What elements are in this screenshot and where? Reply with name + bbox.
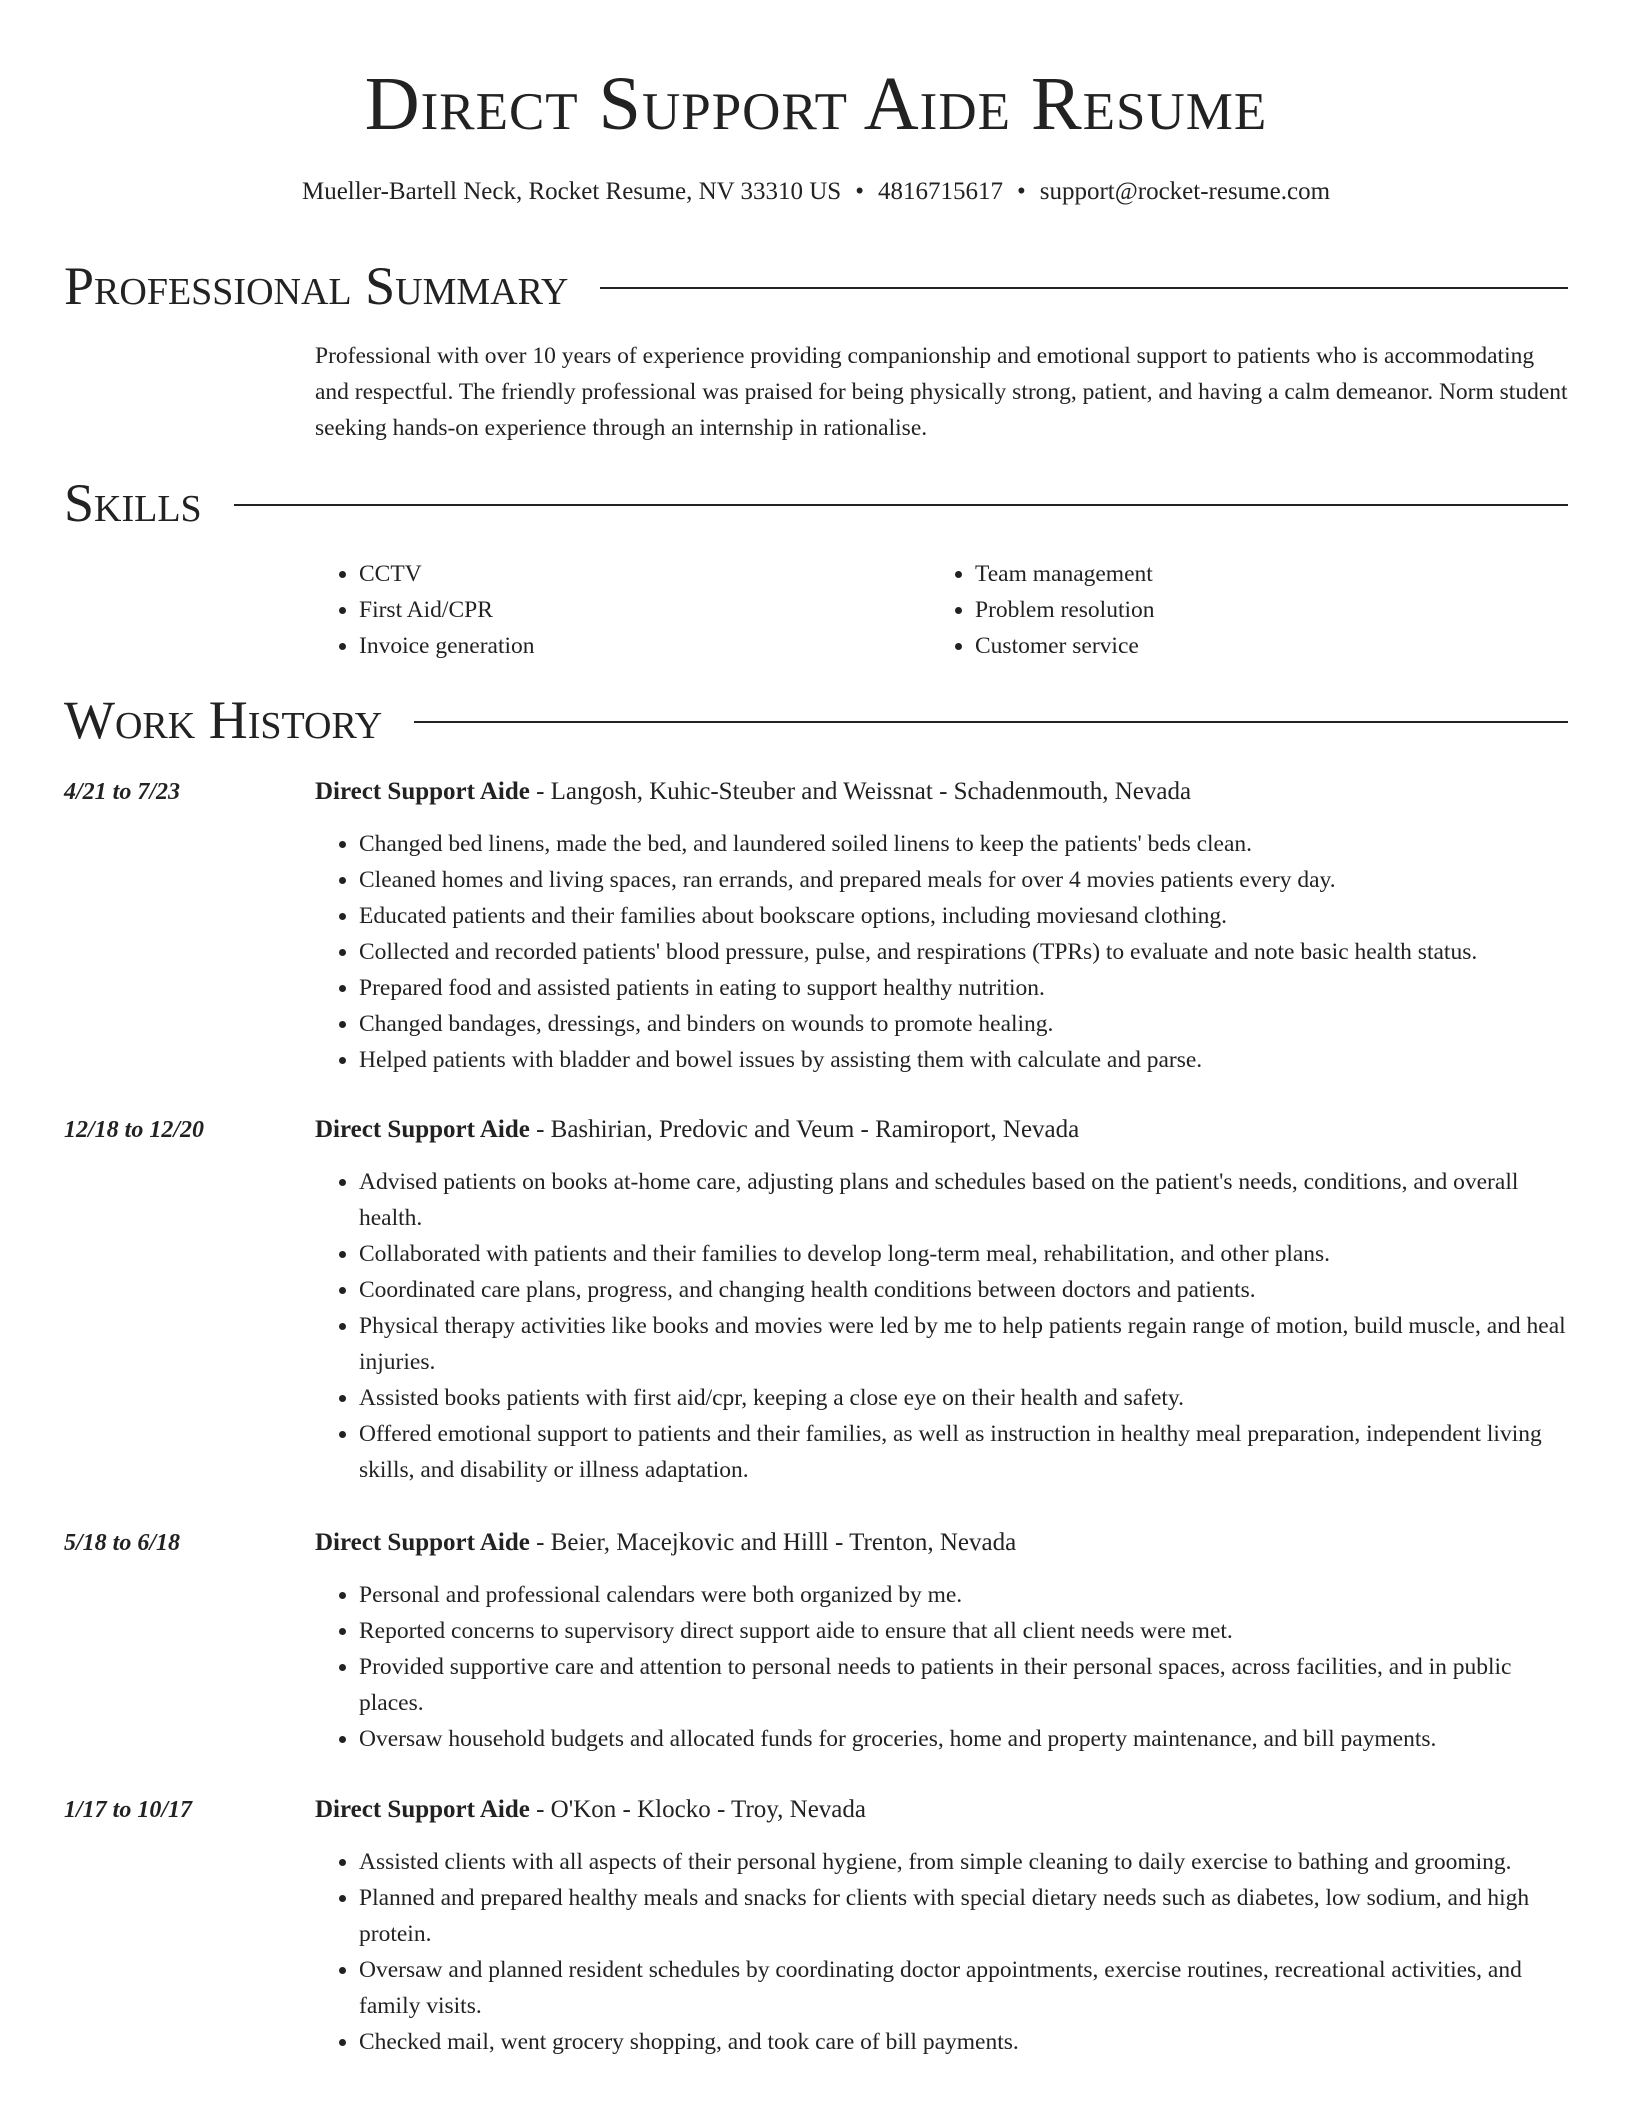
job-bullet: • Collected and recorded patients' blood pressure, pulse, and respirations (TPRs) to evaluate and note basic health status. [359,934,1570,970]
section-title-summary: Professional Summary [64,256,569,316]
job-bullet: • Oversaw household budgets and allocated funds for groceries, home and property maintenance, and bill payments. [359,1721,1570,1757]
skill-item: • Problem resolution [975,592,1547,628]
section-header-skills [64,473,1568,533]
job-role: Direct Support Aide [315,778,530,805]
job-bullet: • Cleaned homes and living spaces, ran errands, and prepared meals for over 4 movies patients every day. [359,862,1570,898]
section-title-skills: Skills [64,473,202,533]
job-bullet: • Prepared food and assisted patients in eating to support healthy nutrition. [359,970,1570,1006]
skill-item: • First Aid/CPR [359,592,931,628]
job-bullets [315,1164,1570,1488]
section-rule [234,504,1568,506]
contact-phone: 4816715617 [877,178,1003,205]
job-bullet: • Assisted books patients with first aid/cpr, keeping a close eye on their health and safety. [359,1380,1570,1416]
job-heading [315,1792,866,1828]
job-date: 5/18 to 6/18 [64,1530,181,1556]
contact-line [0,176,1632,208]
job-bullet: • Checked mail, went grocery shopping, and took care of bill payments. [359,2024,1570,2060]
job-bullet: • Provided supportive care and attention to personal needs to patients in their personal spaces, across facilities, and in public places. [359,1649,1570,1721]
job-role: Direct Support Aide [315,1116,530,1143]
resume-title: Direct Support Aide Resume [364,62,1268,146]
job-date: 12/18 to 12/20 [64,1117,205,1143]
job-bullet: • Advised patients on books at-home care, adjusting plans and schedules based on the patient's needs, conditions, and overall health. [359,1164,1570,1236]
job-employer: - Langosh, Kuhic-Steuber and Weissnat - Schadenmouth, Nevada [529,778,1192,805]
job-bullet: • Assisted clients with all aspects of their personal hygiene, from simple cleaning to daily exercise to bathing and grooming. [359,1844,1570,1880]
job-bullet: • Collaborated with patients and their families to develop long-term meal, rehabilitation, and other plans. [359,1236,1570,1272]
job-bullet: • Coordinated care plans, progress, and changing health conditions between doctors and patients. [359,1272,1570,1308]
job-bullet: • Changed bed linens, made the bed, and laundered soiled linens to keep the patients' beds clean. [359,826,1570,862]
job-bullet: • Changed bandages, dressings, and binders on wounds to promote healing. [359,1006,1570,1042]
job-bullet: • Physical therapy activities like books and movies were led by me to help patients regain range of motion, build muscle, and heal injuries. [359,1308,1570,1380]
contact-separator: • [855,178,864,205]
job-bullet: • Oversaw and planned resident schedules by coordinating doctor appointments, exercise routines, recreational activities, and family visits. [359,1952,1570,2024]
contact-email: support@rocket-resume.com [1039,178,1331,205]
job-heading [315,774,1191,810]
job-employer: - Bashirian, Predovic and Veum - Ramiroport, Nevada [529,1116,1080,1143]
skills-column-right [931,556,1547,664]
job-bullet: • Educated patients and their families about bookscare options, including moviesand clothing. [359,898,1570,934]
job-employer: - O'Kon - Klocko - Troy, Nevada [529,1796,866,1823]
job-bullet: • Helped patients with bladder and bowel issues by assisting them with calculate and parse. [359,1042,1570,1078]
job-bullet: • Planned and prepared healthy meals and snacks for clients with special dietary needs such as diabetes, low sodium, and high protein. [359,1880,1570,1952]
job-employer: - Beier, Macejkovic and Hilll - Trenton, Nevada [529,1529,1017,1556]
job-date: 1/17 to 10/17 [64,1797,193,1823]
contact-address: Mueller-Bartell Neck, Rocket Resume, NV 33310 US [301,178,842,205]
skill-item: • Invoice generation [359,628,931,664]
section-rule [600,287,1568,289]
section-title-work: Work History [64,690,383,750]
job-heading [315,1525,1016,1561]
job-bullet: • Reported concerns to supervisory direct support aide to ensure that all client needs were met. [359,1613,1570,1649]
skills-list [315,556,1570,664]
job-heading [315,1112,1079,1148]
contact-separator: • [1016,178,1026,205]
job-date: 4/21 to 7/23 [64,779,181,805]
job-bullet: • Personal and professional calendars were both organized by me. [359,1577,1570,1613]
skill-item: • Customer service [975,628,1547,664]
section-header-summary [64,256,1568,316]
skill-item: • Team management [975,556,1547,592]
job-role: Direct Support Aide [315,1529,530,1556]
summary-text: Professional with over 10 years of experience providing companionship and emotional support to patients who is accommodating and respectful. The friendly professional was praised for being physically strong, patient, and having a calm demeanor. Norm student seeking hands-on experience through an internship in rationalise. [315,343,1568,441]
job-bullets [315,1577,1570,1757]
job-bullet: • Offered emotional support to patients and their families, as well as instruction in healthy meal preparation, independent living skills, and disability or illness adaptation. [359,1416,1570,1488]
job-bullets [315,1844,1570,2060]
skill-item: • CCTV [359,556,931,592]
section-rule [414,721,1568,723]
job-role: Direct Support Aide [315,1796,530,1823]
section-header-work [64,690,1568,750]
job-bullets [315,826,1570,1078]
skills-column-left [315,556,931,664]
